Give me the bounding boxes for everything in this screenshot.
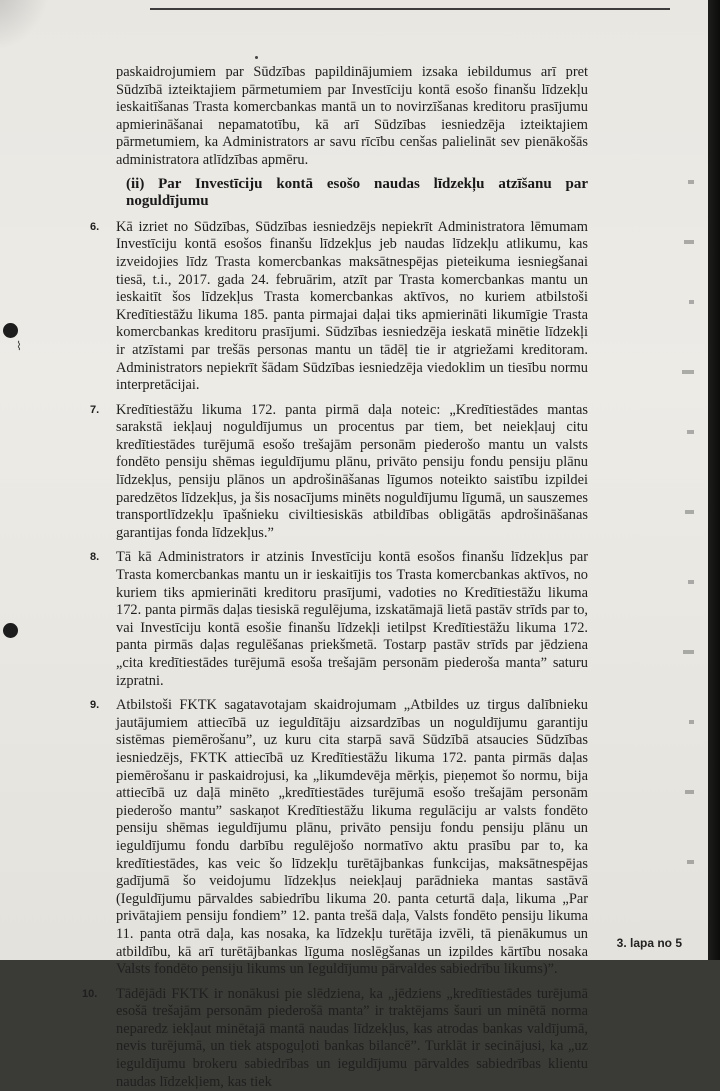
header-rule xyxy=(150,8,670,10)
paragraph-text: Tā kā Administrators ir atzinis Investīciju kontā esošos finanšu līdzekļus par Trasta komercbankas mantu un ir ieskaitījis tos Trasta komercbankas aktīvos, no kuriem tiks apmierināti kreditoru prasījumi, vadoties no Kredītiestāžu likuma 172. panta pirmās daļas tiesiskā regulējuma, izskatāmajā lietā pastāv strīds par to, vai Investīciju kontā esošie finanšu līdzekļi ietilpst Kredītiestāžu likuma 172. panta pirmās daļas regulēšanas priekšmetā. Tostarp pastāv strīds par jēdziena „cita kredītiestādes turējumā esoša trešajām personām piederoša manta” saturu izpratni. xyxy=(116,549,588,689)
paragraph-number: 8. xyxy=(90,551,100,564)
paragraph-number: 7. xyxy=(90,403,100,416)
background-edge xyxy=(708,0,720,960)
paragraph-text: Kredītiestāžu likuma 172. panta pirmā daļa noteic: „Kredītiestādes mantas sarakstā iekļauj noguldījumus un procentus par tiem, bet neiekļauj citu kredītiestādes turējumā esošo trešajām personām piederošo mantu un valsts fondēto pensiju shēmas ieguldījumu plānu, privāto pensiju fondu pensiju plānu līdzekļus, pensiju plānos un apdrošināšanas līgumos noteikto saistību izpildei paredzētos līdzekļus, ja šis nosacījums minēts noguldījumu līgumā, un sauszemes transportlīdzekļu īpašnieku civiltiesiskās atbildības obligātās apdrošināšanas garantijas fonda līdzekļus.” xyxy=(116,401,588,541)
staple-mark-icon: ⌇ xyxy=(16,339,22,353)
binder-hole-top xyxy=(3,323,18,338)
page-corner-shadow xyxy=(0,0,50,50)
binder-hole-bottom xyxy=(3,623,18,638)
paragraph-text: Atbilstoši FKTK sagatavotajam skaidrojumam „Atbildes uz tirgus dalībnieku jautājumiem attiecībā uz ieguldītāju aizsardzības un noguldījumu garantiju sistēmas piemērošanu”, uz kuru cita starpā savā Sūdzībā atsaucies Sūdzības iesniedzējs, FKTK attiecībā uz Kredītiestāžu likuma 172. panta pirmās daļas piemērošanu ir paskaidrojusi, ka „likumdevēja mērķis, pieņemot šo normu, bija attiecībā uz daļā minēto „kredītiestādes turējumā esošo trešajām personām piederošo mantu” saskaņot Kredītiestāžu likuma regulāciju ar valsts fondēto pensiju shēmas ieguldījumu plānu, privāto pensiju fondu pensiju plānu un ieguldījumu fondu darbību regulējošo normatīvo aktu prasību par to, ka kredītiestādes, kas veic šo līdzekļu turētājbankas funkcijas, maksātnespējas gadījumā šo veidojumu līdzekļus neiekļauj parādnieka mantas sastāvā (Ieguldījumu pārvaldes sabiedrību likuma 20. panta ceturtā daļa, likuma „Par privātajiem pensiju fondiem” 12. panta trešā daļa, Valsts fondēto pensiju likuma 11. panta otrā daļa, kas nosaka, ka līdzekļu turētāja izvēli, tā pienākumus un atbildību, kā arī turētājbankas līguma noslēgšanas un izpildes kārtību nosaka Valsts fondēto pensiju likums un Ieguldījumu pārvaldes sabiedrību likums)”. xyxy=(116,697,588,978)
numbered-paragraph xyxy=(90,218,588,395)
section-heading: (ii) Par Investīciju kontā esošo naudas līdzekļu atzīšanu par noguldījumu xyxy=(126,175,588,210)
paragraph-number: 6. xyxy=(90,220,100,233)
intro-paragraph: paskaidrojumiem par Sūdzības papildinājumiem izsaka iebildumus arī pret Sūdzībā izteiktajiem pārmetumiem par Investīciju kontā esošo finanšu līdzekļu ieskaitīšanas Trasta komercbankas mantā un to novirzīšanas kreditoru prasījumu apmierināšanai nepamatotību, kā arī Sūdzības iesniedzēja izteiktajiem pārmetumiem, ka Administrators ar savu rīcību cenšas palielināt sev pienākošās administratora atlīdzības apmēru. xyxy=(116,64,588,168)
page-edge-marks xyxy=(678,180,694,880)
page-number: 3. lapa no 5 xyxy=(616,936,682,950)
numbered-paragraph xyxy=(90,697,588,979)
numbered-paragraph xyxy=(90,401,588,543)
paragraph-number: 10. xyxy=(82,987,98,1000)
document-body xyxy=(82,64,588,1091)
numbered-paragraph xyxy=(90,549,588,690)
paragraph-text: Tādējādi FKTK ir nonākusi pie slēdziena, ka „jēdziens „kredītiestādes turējumā esošā trešajām personām piederošā manta” ir traktējams šauri un minētā norma neparedz iekļaut minētajā mantā naudas līdzekļus, kas atrodas bankas valdījumā, nevis turējumā, un tiek atspoguļoti bankas bilancē”. Turklāt ir secinājusi, ka „uz ieguldījumu brokeru sabiedrības un ieguldījumu pārvaldes sabiedrības klientu naudas līdzekļiem, kas tiek xyxy=(116,985,588,1090)
ink-dot xyxy=(255,56,258,59)
paragraph-number: 9. xyxy=(90,699,100,712)
paragraph-text: Kā izriet no Sūdzības, Sūdzības iesniedzējs nepiekrīt Administratora lēmumam Investīciju kontā esošos finanšu līdzekļus jeb naudas līdzekļu atlikumu, kas izveidojies līdz Trasta komercbankas maksātnespējas pieteikuma iesniegšanai tiesā, t.i., 2017. gada 24. februārim, atzīt par Trasta komercbankas mantu un ieskaitīt šos līdzekļus Trasta komercbankas aktīvos, no kuriem atbilstoši Kredītiestāžu likuma 185. panta pirmajai daļai tiks apmierināti likumīgie Trasta komercbankas kreditoru prasījumi. Sūdzības iesniedzēja ieskatā minētie līdzekļi ir atzīstami par trešās personas mantu un tādēļ tie ir atgriežami kreditoram. Administrators nepiekrīt šādam Sūdzības iesniedzēja viedoklim un tiesību normu interpretācijai. xyxy=(116,218,588,394)
numbered-paragraph xyxy=(82,985,588,1091)
